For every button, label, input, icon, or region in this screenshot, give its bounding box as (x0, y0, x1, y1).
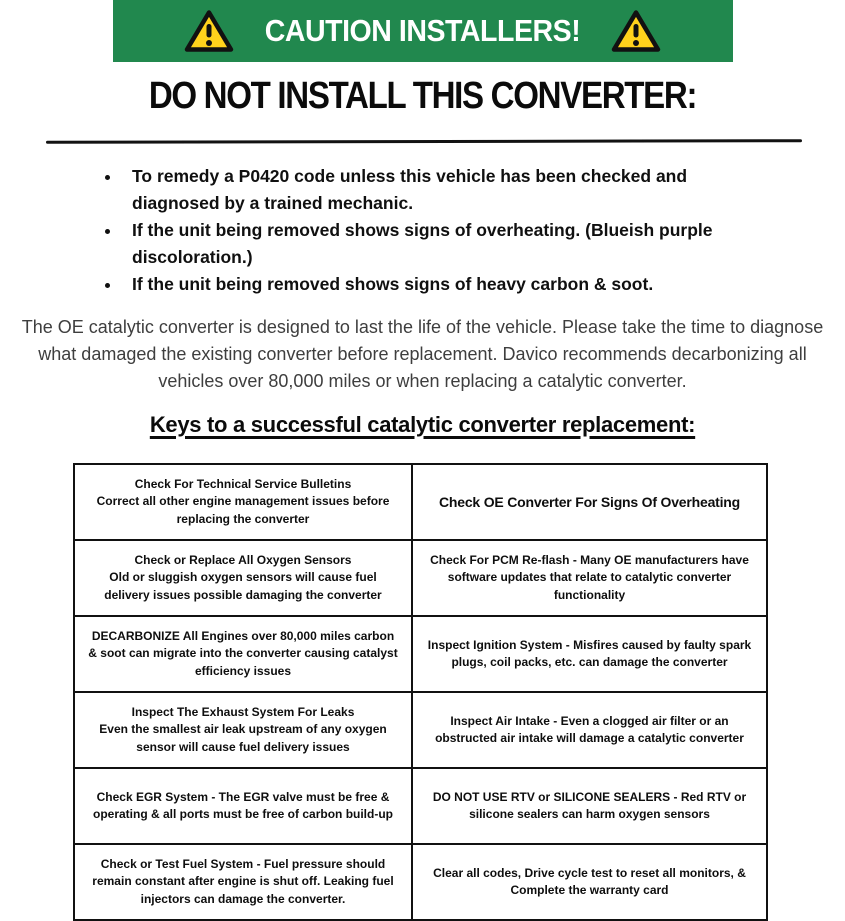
divider-line (46, 139, 802, 144)
oe-converter-paragraph: The OE catalytic converter is designed to last the life of the vehicle. Please take the time to diagnose what damaged the existing converter before replacement. Davico recommends decarbonizing all vehicles over 80,000 miles or when replacing a catalytic converter. (21, 316, 824, 391)
table-row (74, 692, 767, 768)
table-cell (412, 768, 767, 844)
tips-table (73, 463, 768, 921)
bullet-item: • If the unit being removed shows signs of overheating. (Blueish purple discoloration.) (122, 217, 734, 270)
table-cell (412, 464, 767, 540)
cell-line: Old or sluggish oxygen sensors will cause fuel delivery issues possible damaging the converter (104, 570, 382, 602)
table-cell (74, 540, 412, 616)
cell-line: Inspect Ignition System - Misfires caused by faulty spark plugs, coil packs, etc. can damage the converter (427, 637, 752, 669)
cell-line: Inspect Air Intake - Even a clogged air filter or an obstructed air intake will damage a catalytic converter (435, 713, 744, 745)
table-row (74, 464, 767, 540)
table-cell (74, 844, 412, 920)
table-cell (74, 768, 412, 844)
cell-line: DO NOT USE RTV or SILICONE SEALERS - Red RTV or silicone sealers can harm oxygen sensors (432, 789, 747, 821)
cell-line: DECARBONIZE All Engines over 80,000 miles carbon & soot can migrate into the converter causing catalyst efficiency issues (88, 628, 398, 678)
table-cell (74, 692, 412, 768)
table-cell (412, 844, 767, 920)
banner-title: CAUTION INSTALLERS! (264, 13, 581, 48)
keys-heading: Keys to a successful catalytic converter replacement: (149, 411, 696, 437)
cell-line: Check or Test Fuel System - Fuel pressure should remain constant after engine is shut off. Leaking fuel injectors can damage the converter. (92, 856, 394, 906)
cell-line: Inspect The Exhaust System For Leaks (131, 704, 355, 719)
warning-triangle-icon (183, 8, 235, 54)
bullet-item: • To remedy a P0420 code unless this vehicle has been checked and diagnosed by a trained mechanic. (122, 163, 734, 216)
cell-line: Check or Replace All Oxygen Sensors (134, 552, 352, 567)
table-row (74, 768, 767, 844)
warning-triangle-icon (610, 8, 662, 54)
table-cell (412, 616, 767, 692)
caution-banner (113, 0, 733, 62)
cell-line: Correct all other engine management issues before replacing the converter (96, 494, 390, 526)
warning-bullet-list (122, 163, 734, 298)
do-not-install-heading: DO NOT INSTALL THIS CONVERTER: (148, 75, 697, 117)
table-cell (74, 464, 412, 540)
cell-line: Clear all codes, Drive cycle test to reset all monitors, & Complete the warranty card (433, 865, 746, 897)
table-cell (412, 692, 767, 768)
cell-line: Even the smallest air leak upstream of any oxygen sensor will cause fuel delivery issues (99, 722, 387, 754)
table-cell (74, 616, 412, 692)
cell-line: Check For PCM Re-flash - Many OE manufacturers have software updates that relate to catalytic converter functionality (430, 552, 749, 602)
table-row (74, 540, 767, 616)
cell-line: Check EGR System - The EGR valve must be free & operating & all ports must be free of carbon build-up (92, 789, 394, 821)
table-row (74, 616, 767, 692)
cell-line: Check OE Converter For Signs Of Overheating (438, 493, 741, 510)
table-row (74, 844, 767, 920)
cell-line: Check For Technical Service Bulletins (134, 476, 352, 491)
table-cell (412, 540, 767, 616)
bullet-item: • If the unit being removed shows signs of heavy carbon & soot. (122, 271, 734, 298)
